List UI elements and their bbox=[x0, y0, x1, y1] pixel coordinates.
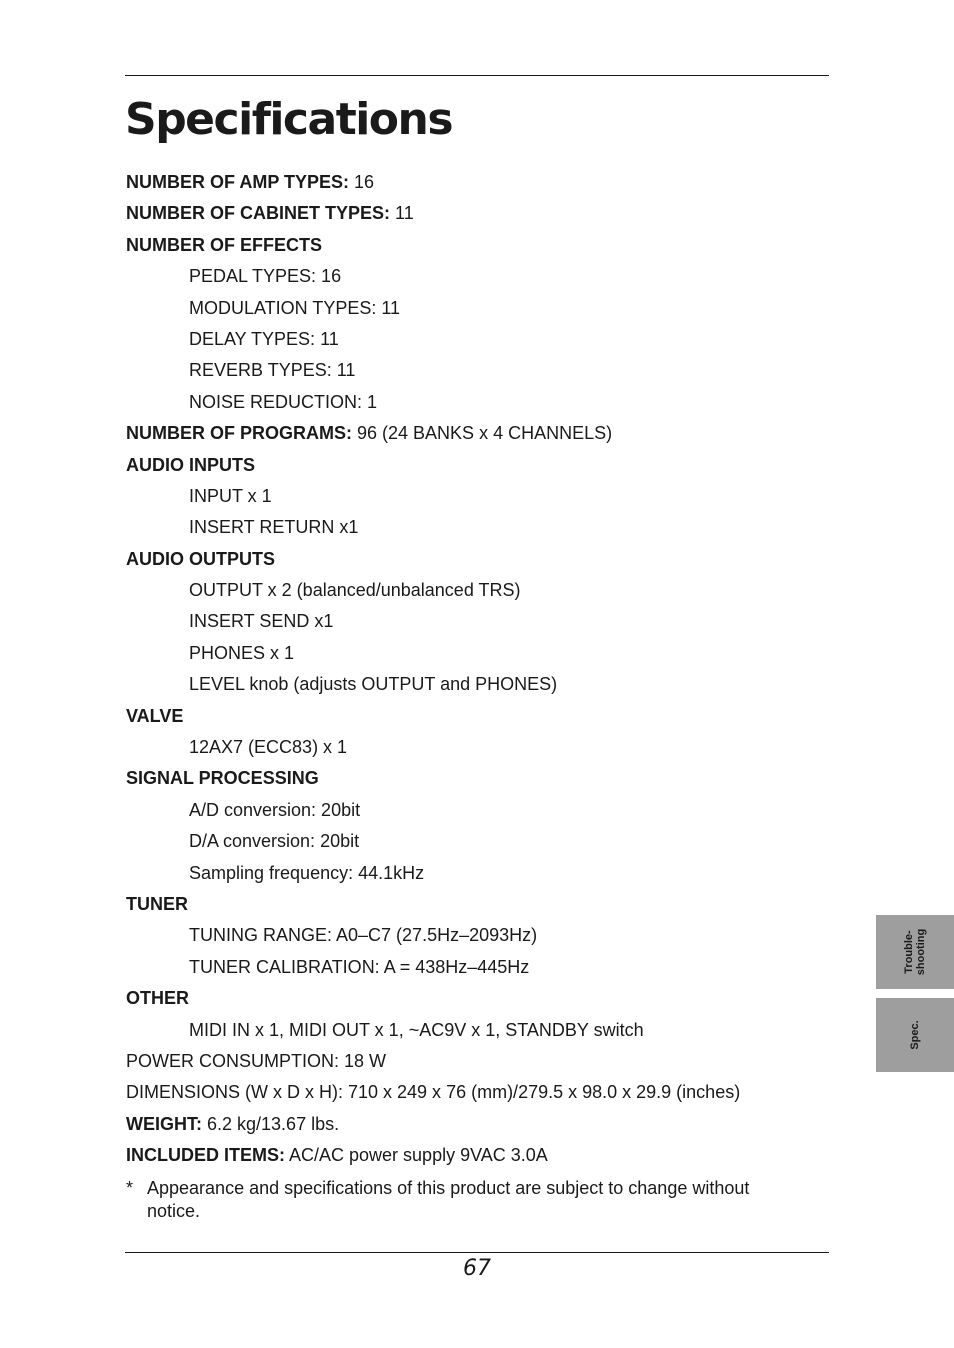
spec-line bbox=[126, 763, 826, 794]
spec-line bbox=[126, 1109, 826, 1140]
spec-line bbox=[126, 324, 826, 355]
footnote bbox=[126, 1177, 807, 1223]
spec-value: INSERT SEND x1 bbox=[189, 611, 334, 632]
spec-line bbox=[126, 230, 826, 261]
spec-line bbox=[126, 418, 826, 449]
spec-line bbox=[126, 1015, 826, 1046]
spec-value: OUTPUT x 2 (balanced/unbalanced TRS) bbox=[189, 580, 521, 601]
spec-line bbox=[126, 512, 826, 543]
spec-line bbox=[126, 450, 826, 481]
spec-value: 11 bbox=[390, 203, 414, 224]
spec-label: NUMBER OF CABINET TYPES: bbox=[126, 203, 391, 224]
spec-value: DELAY TYPES: 11 bbox=[189, 328, 339, 349]
top-rule bbox=[125, 75, 829, 76]
specifications-list bbox=[126, 167, 826, 1223]
spec-value: 16 bbox=[349, 172, 375, 192]
spec-value: TUNING RANGE: A0–C7 (27.5Hz–2093Hz) bbox=[189, 925, 538, 946]
spec-value: MODULATION TYPES: 11 bbox=[189, 297, 401, 318]
spec-line bbox=[126, 983, 826, 1014]
side-tab-label: Spec. bbox=[909, 1020, 921, 1050]
spec-line bbox=[126, 1046, 826, 1077]
spec-value: REVERB TYPES: 11 bbox=[189, 360, 356, 381]
spec-line bbox=[126, 952, 826, 983]
spec-value: 96 (24 BANKS x 4 CHANNELS) bbox=[352, 423, 613, 444]
spec-value: D/A conversion: 20bit bbox=[189, 831, 360, 852]
spec-value: 12AX7 (ECC83) x 1 bbox=[189, 737, 348, 758]
spec-value: 6.2 kg/13.67 lbs. bbox=[202, 1113, 340, 1134]
spec-label: NUMBER OF PROGRAMS: bbox=[126, 423, 352, 444]
spec-label: AUDIO OUTPUTS bbox=[126, 548, 276, 569]
spec-label: OTHER bbox=[126, 988, 189, 1009]
spec-line bbox=[126, 920, 826, 951]
spec-line bbox=[126, 638, 826, 669]
spec-value: PHONES x 1 bbox=[189, 642, 295, 663]
spec-value: INPUT x 1 bbox=[189, 485, 272, 506]
spec-value: NOISE REDUCTION: 1 bbox=[189, 391, 378, 412]
spec-line bbox=[126, 293, 826, 324]
side-tab-troubleshooting[interactable] bbox=[876, 915, 954, 989]
spec-value: PEDAL TYPES: 16 bbox=[189, 266, 342, 287]
spec-label: TUNER bbox=[126, 893, 188, 914]
spec-value: AC/AC power supply 9VAC 3.0A bbox=[285, 1145, 548, 1166]
page-number: 67 bbox=[463, 1256, 491, 1281]
footnote-text: Appearance and specifications of this product are subject to change without notice. bbox=[147, 1177, 750, 1221]
spec-line bbox=[126, 261, 826, 292]
page-title: Specifications bbox=[125, 94, 453, 145]
spec-label: WEIGHT: bbox=[126, 1113, 202, 1134]
spec-value: Sampling frequency: 44.1kHz bbox=[189, 862, 425, 883]
spec-value: LEVEL knob (adjusts OUTPUT and PHONES) bbox=[189, 674, 558, 695]
spec-line bbox=[126, 198, 826, 229]
spec-line bbox=[126, 795, 826, 826]
spec-value: A/D conversion: 20bit bbox=[189, 799, 361, 820]
spec-label: VALVE bbox=[126, 705, 184, 726]
spec-line bbox=[126, 732, 826, 763]
spec-value: DIMENSIONS (W x D x H): 710 x 249 x 76 (mm)/279.5 x 98.0 x 29.9 (inches) bbox=[126, 1082, 741, 1103]
spec-line bbox=[126, 701, 826, 732]
spec-label: INCLUDED ITEMS: bbox=[126, 1145, 285, 1166]
spec-label: SIGNAL PROCESSING bbox=[126, 768, 319, 789]
spec-line bbox=[126, 167, 826, 198]
spec-line bbox=[126, 544, 826, 575]
side-tab-spec[interactable] bbox=[876, 998, 954, 1072]
spec-line bbox=[126, 1077, 826, 1108]
bottom-rule bbox=[125, 1252, 829, 1253]
spec-line bbox=[126, 355, 826, 386]
spec-line bbox=[126, 1140, 826, 1171]
spec-value: MIDI IN x 1, MIDI OUT x 1, ~AC9V x 1, STANDBY switch bbox=[189, 1019, 644, 1040]
spec-line bbox=[126, 669, 826, 700]
spec-line bbox=[126, 889, 826, 920]
spec-line bbox=[126, 858, 826, 889]
spec-value: POWER CONSUMPTION: 18 W bbox=[126, 1050, 387, 1071]
spec-line bbox=[126, 606, 826, 637]
spec-line bbox=[126, 826, 826, 857]
spec-label: AUDIO INPUTS bbox=[126, 454, 256, 475]
spec-label: NUMBER OF AMP TYPES: bbox=[126, 172, 350, 192]
spec-value: INSERT RETURN x1 bbox=[189, 517, 359, 538]
spec-label: NUMBER OF EFFECTS bbox=[126, 234, 322, 255]
side-tab-label: Trouble- shooting bbox=[903, 928, 927, 976]
footnote-marker: * bbox=[126, 1177, 134, 1198]
spec-value: TUNER CALIBRATION: A = 438Hz–445Hz bbox=[189, 956, 530, 977]
spec-line bbox=[126, 575, 826, 606]
spec-line bbox=[126, 387, 826, 418]
spec-line bbox=[126, 481, 826, 512]
